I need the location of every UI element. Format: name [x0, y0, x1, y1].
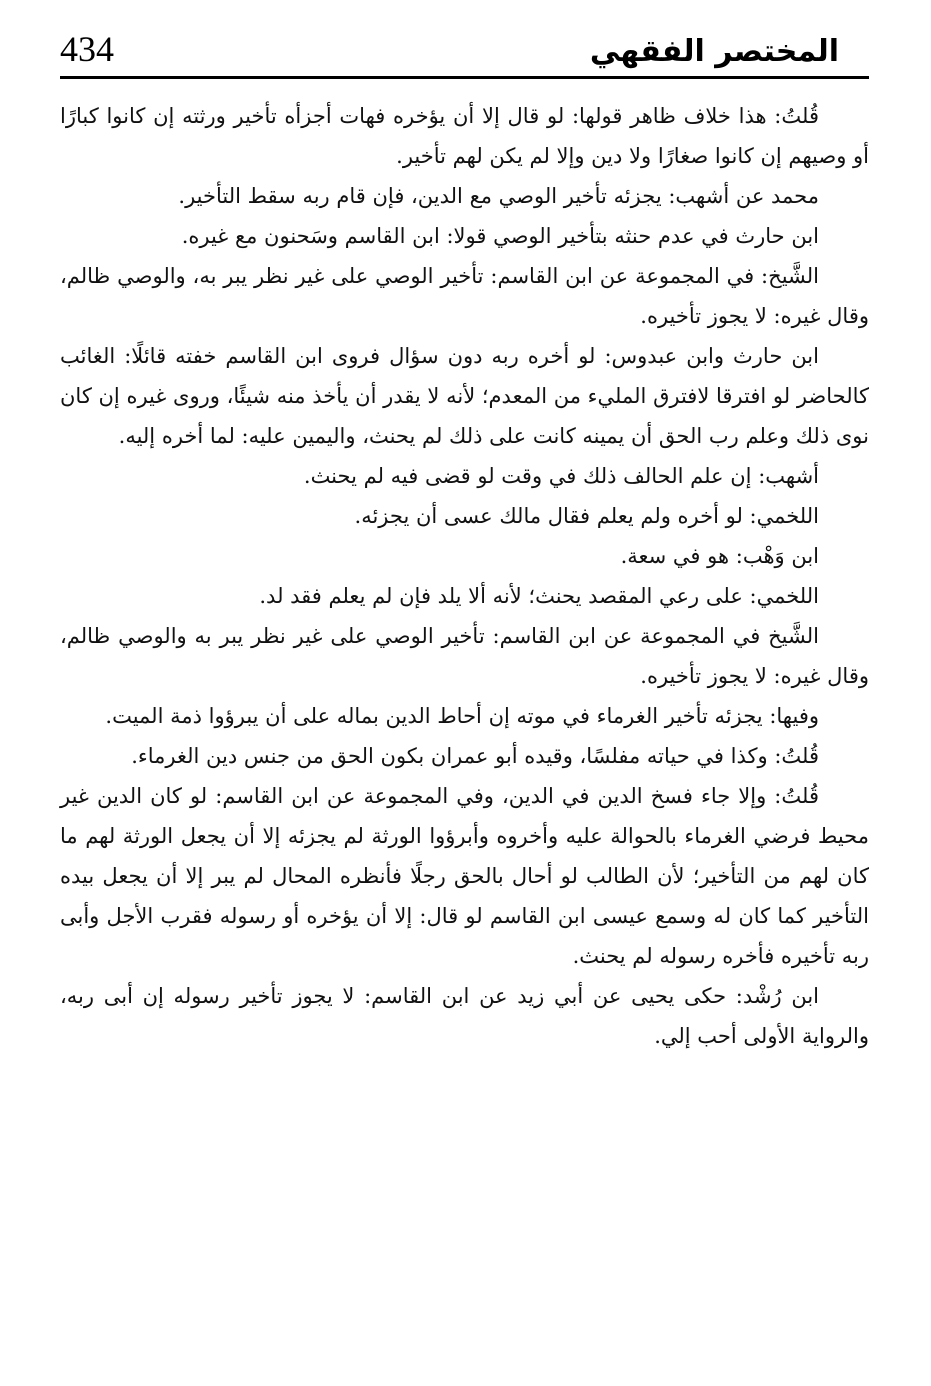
paragraph: ابن رُشْد: حكى يحيى عن أبي زيد عن ابن القاسم: لا يجوز تأخير رسوله إن أبى ربه، والرواية الأولى أحب إلي.	[60, 984, 869, 1048]
paragraph: الشَّيخ: في المجموعة عن ابن القاسم: تأخير الوصي على غير نظر يبر به، والوصي ظالم، وقال غيره: لا يجوز تأخيره.	[60, 264, 869, 328]
page-number: 434	[60, 29, 114, 69]
paragraph: ابن وَهْب: هو في سعة.	[620, 544, 819, 568]
paragraph: اللخمي: لو أخره ولم يعلم فقال مالك عسى أن يجزئه.	[354, 504, 819, 528]
paragraph: اللخمي: على رعي المقصد يحنث؛ لأنه ألا يلد فإن لم يعلم فقد لد.	[259, 584, 819, 608]
paragraph: أشهب: إن علم الحالف ذلك في وقت لو قضى فيه لم يحنث.	[303, 464, 819, 488]
running-title: المختصر الفقهي	[589, 34, 839, 69]
paragraph: ابن حارث وابن عبدوس: لو أخره ربه دون سؤال فروى ابن القاسم خفته قائلًا: الغائب كالحاضر لو افترقا لافترق المليء من المعدم؛ لأنه لا يقدر أن يأخذ منه شيئًا، وروى غيره إن كان نوى ذلك وعلم رب الحق أن يمينه كانت على ذلك لم يحنث، واليمين عليه: لما أخره إليه.	[60, 344, 870, 448]
header-rule	[60, 76, 869, 79]
paragraph: وفيها: يجزئه تأخير الغرماء في موته إن أحاط الدين بماله على أن يبرؤوا ذمة الميت.	[105, 704, 819, 728]
paragraph: قُلتُ: وكذا في حياته مفلسًا، وقيده أبو عمران بكون الحق من جنس دين الغرماء.	[131, 744, 819, 768]
body-text	[60, 96, 869, 1056]
paragraph: قُلتُ: هذا خلاف ظاهر قولها: لو قال إلا أن يؤخره فهات أجزأه تأخير ورثته إن كانوا كبارًا أو وصيهم إن كانوا صغارًا ولا دين وإلا لم يكن لهم تأخير.	[60, 104, 869, 168]
page-header	[60, 22, 869, 78]
paragraph: ابن حارث في عدم حنثه بتأخير الوصي قولا: ابن القاسم وسَحنون مع غيره.	[181, 224, 819, 248]
paragraph: قُلتُ: وإلا جاء فسخ الدين في الدين، وفي المجموعة عن ابن القاسم: لو كان الدين غير محيط فرضي الغرماء بالحوالة عليه وأخروه وأبرؤوا الورثة لم يجزئه إلا أن يجعل الورثة لهم ما كان لهم من التأخير؛ لأن الطالب لو أحال بالحق رجلًا فأنظره المحال لم يبر إلا أن يجعل بيده التأخير كما كان له وسمع عيسى ابن القاسم لو قال: إلا أن يؤخره أو رسوله فقرب الأجل وأبى ربه تأخيره فأخره رسوله لم يحنث.	[60, 784, 869, 968]
paragraph: محمد عن أشهب: يجزئه تأخير الوصي مع الدين، فإن قام ربه سقط التأخير.	[178, 184, 819, 208]
paragraph: الشَّيخ في المجموعة عن ابن القاسم: تأخير الوصي على غير نظر يبر به والوصي ظالم، وقال غيره: لا يجوز تأخيره.	[60, 624, 869, 688]
